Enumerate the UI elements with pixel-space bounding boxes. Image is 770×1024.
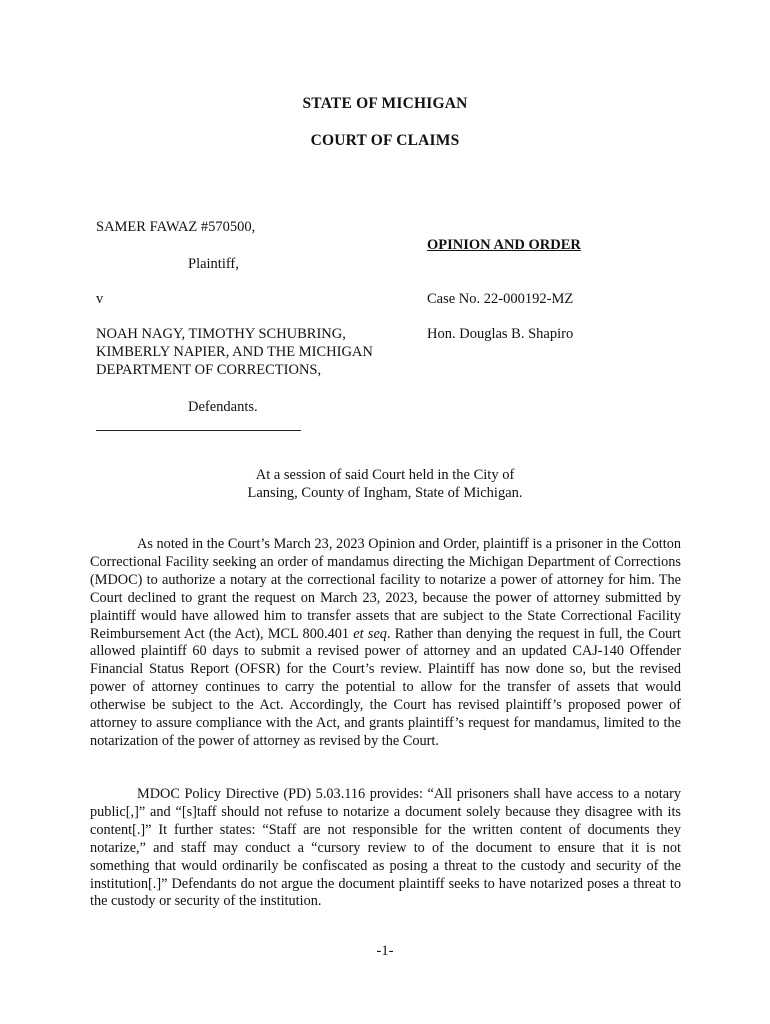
paragraph-text: . Rather than denying the request in full, the Court allowed plaintiff 60 days to submit a revised power of attorney and an updated CAJ-140 Offender Financial Status Report (OFSR) for the Court’s review. Plaintiff has now done so, but the revised power of attorney continues to carry the potential to allow for the transfer of assets that would otherwise be subject to the Act. Accordingly, the Court has revised plaintiff’s proposed power of attorney to assure compliance with the Act, and grants plaintiff’s request for mandamus, limited to the notarization of the power of attorney as revised by the Court. bbox=[90, 625, 681, 749]
judge-name: Hon. Douglas B. Shapiro bbox=[427, 326, 574, 342]
defendants-line: NOAH NAGY, TIMOTHY SCHUBRING, bbox=[96, 326, 346, 342]
case-number: Case No. 22-000192-MZ bbox=[427, 291, 574, 307]
defendants-names bbox=[96, 325, 373, 379]
document-title: OPINION AND ORDER bbox=[427, 237, 581, 253]
defendants-line: KIMBERLY NAPIER, AND THE MICHIGAN bbox=[96, 344, 373, 360]
caption-divider bbox=[96, 430, 301, 431]
state-heading: STATE OF MICHIGAN bbox=[302, 95, 468, 112]
versus-label: v bbox=[96, 291, 104, 307]
plaintiff-role: Plaintiff, bbox=[188, 256, 239, 272]
plaintiff-name: SAMER FAWAZ #570500, bbox=[96, 219, 256, 235]
session-line: Lansing, County of Ingham, State of Michigan. bbox=[247, 485, 523, 501]
body-paragraph-2: MDOC Policy Directive (PD) 5.03.116 provides: “All prisoners shall have access to a notary public[,]” and “[s]taff should not refuse to notarize a document solely because they disagree with its content[.]” It further states: “Staff are not responsible for the written content of documents they notarize,” and staff may conduct a “cursory review to of the document to ensure that it is not something that would ordinarily be confiscated as posing a threat to the custody and security of the institution[.]” Defendants do not argue the document plaintiff seeks to have notarized poses a threat to the custody or security of the institution. bbox=[90, 786, 681, 910]
defendants-role: Defendants. bbox=[188, 399, 258, 415]
session-line: At a session of said Court held in the City of bbox=[255, 467, 515, 483]
paragraph-text: As noted in the Court’s March 23, 2023 Opinion and Order, plaintiff is a prisoner in the Cotton Correctional Facility seeking an order of mandamus directing the Michigan Department of Corrections (MDOC) to authorize a notary at the correctional facility to notarize a power of attorney for him. The Court declined to grant the request on March 23, 2023, because the power of attorney submitted by plaintiff would have allowed him to transfer assets that are subject to the State Correctional Facility Reimbursement Act (the Act), MCL 800.401 bbox=[90, 536, 681, 642]
page-number: -1- bbox=[376, 943, 394, 959]
session-statement bbox=[0, 466, 770, 502]
italic-citation: et seq bbox=[353, 625, 387, 642]
court-heading: COURT OF CLAIMS bbox=[310, 132, 460, 149]
body-paragraph-1 bbox=[90, 536, 681, 751]
defendants-line: DEPARTMENT OF CORRECTIONS, bbox=[96, 362, 322, 378]
